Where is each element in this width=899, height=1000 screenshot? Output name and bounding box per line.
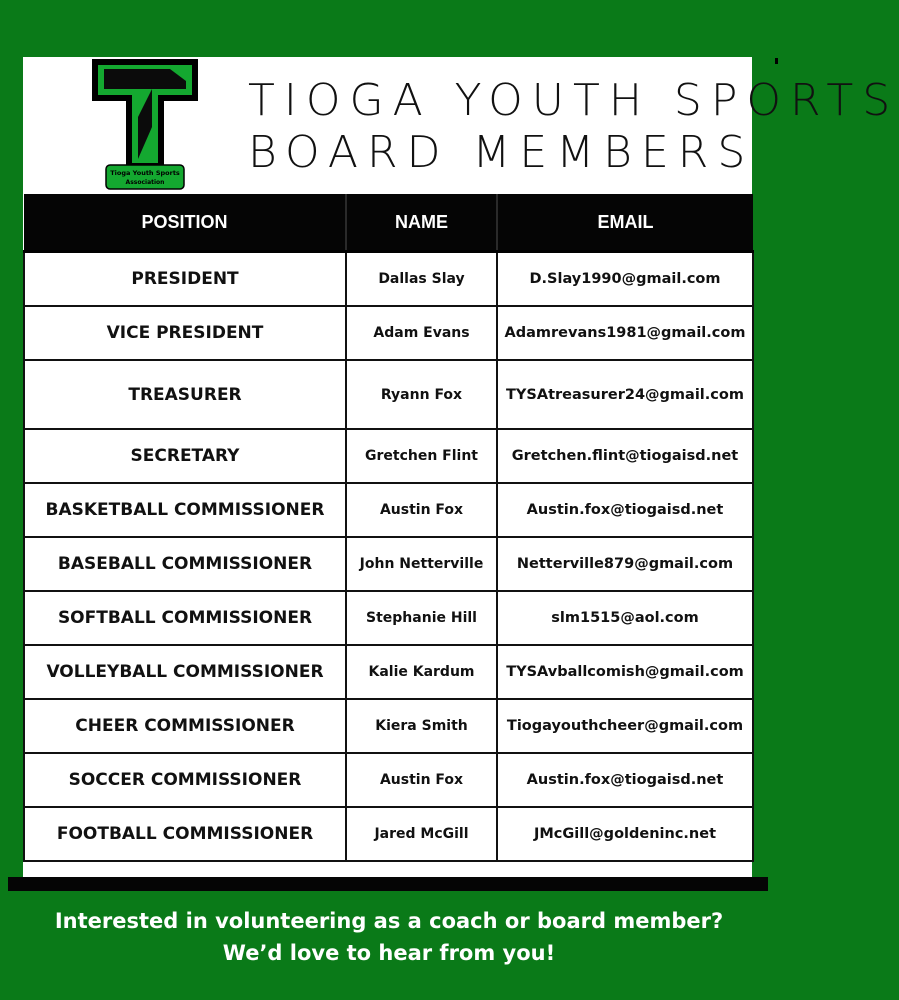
logo-caption-line1: Tioga Youth Sports xyxy=(110,169,180,177)
footer-divider-bar xyxy=(8,877,768,891)
board-members-table xyxy=(23,194,754,862)
title-line-1: TIOGA YOUTH SPORTS xyxy=(248,75,899,126)
name-cell: Austin Fox xyxy=(346,753,497,807)
table-row xyxy=(24,699,753,753)
footer-line-1: Interested in volunteering as a coach or board member? xyxy=(54,909,724,933)
table-row xyxy=(24,753,753,807)
email-cell[interactable]: JMcGill@goldeninc.net xyxy=(497,807,753,861)
email-cell[interactable]: Austin.fox@tiogaisd.net xyxy=(497,483,753,537)
footer-line-2: We’d love to hear from you! xyxy=(222,941,556,965)
position-cell: PRESIDENT xyxy=(24,252,346,307)
table-row xyxy=(24,591,753,645)
edge-mark xyxy=(775,58,778,64)
table-row xyxy=(24,429,753,483)
logo-caption-line2: Association xyxy=(125,179,165,186)
name-cell: Stephanie Hill xyxy=(346,591,497,645)
table-row xyxy=(24,252,753,307)
email-cell[interactable]: Tiogayouthcheer@gmail.com xyxy=(497,699,753,753)
table-row xyxy=(24,645,753,699)
column-header-name: NAME xyxy=(346,194,497,252)
position-cell: SOFTBALL COMMISSIONER xyxy=(24,591,346,645)
table-row xyxy=(24,483,753,537)
email-cell[interactable]: Netterville879@gmail.com xyxy=(497,537,753,591)
email-cell[interactable]: Gretchen.flint@tiogaisd.net xyxy=(497,429,753,483)
position-cell: FOOTBALL COMMISSIONER xyxy=(24,807,346,861)
position-cell: SECRETARY xyxy=(24,429,346,483)
title-line-2: BOARD MEMBERS xyxy=(248,127,755,178)
position-cell: BASKETBALL COMMISSIONER xyxy=(24,483,346,537)
footer-message xyxy=(0,905,778,969)
email-cell[interactable]: D.Slay1990@gmail.com xyxy=(497,252,753,307)
page-title xyxy=(248,75,899,179)
table-row xyxy=(24,360,753,429)
name-cell: Ryann Fox xyxy=(346,360,497,429)
column-header-email: EMAIL xyxy=(497,194,753,252)
email-cell[interactable]: TYSAvballcomish@gmail.com xyxy=(497,645,753,699)
name-cell: Dallas Slay xyxy=(346,252,497,307)
email-cell[interactable]: TYSAtreasurer24@gmail.com xyxy=(497,360,753,429)
header xyxy=(23,57,899,194)
name-cell: Austin Fox xyxy=(346,483,497,537)
position-cell: BASEBALL COMMISSIONER xyxy=(24,537,346,591)
name-cell: Adam Evans xyxy=(346,306,497,360)
table-row xyxy=(24,306,753,360)
table-row xyxy=(24,537,753,591)
email-cell[interactable]: Adamrevans1981@gmail.com xyxy=(497,306,753,360)
column-header-position: POSITION xyxy=(24,194,346,252)
position-cell: SOCCER COMMISSIONER xyxy=(24,753,346,807)
email-cell[interactable]: Austin.fox@tiogaisd.net xyxy=(497,753,753,807)
name-cell: John Netterville xyxy=(346,537,497,591)
position-cell: TREASURER xyxy=(24,360,346,429)
position-cell: VOLLEYBALL COMMISSIONER xyxy=(24,645,346,699)
board-members-card xyxy=(23,57,899,877)
name-cell: Jared McGill xyxy=(346,807,497,861)
name-cell: Kiera Smith xyxy=(346,699,497,753)
name-cell: Kalie Kardum xyxy=(346,645,497,699)
email-cell[interactable]: slm1515@aol.com xyxy=(497,591,753,645)
name-cell: Gretchen Flint xyxy=(346,429,497,483)
table-header-row xyxy=(24,194,753,252)
tysa-logo xyxy=(90,57,200,192)
table-row xyxy=(24,807,753,861)
position-cell: CHEER COMMISSIONER xyxy=(24,699,346,753)
position-cell: VICE PRESIDENT xyxy=(24,306,346,360)
